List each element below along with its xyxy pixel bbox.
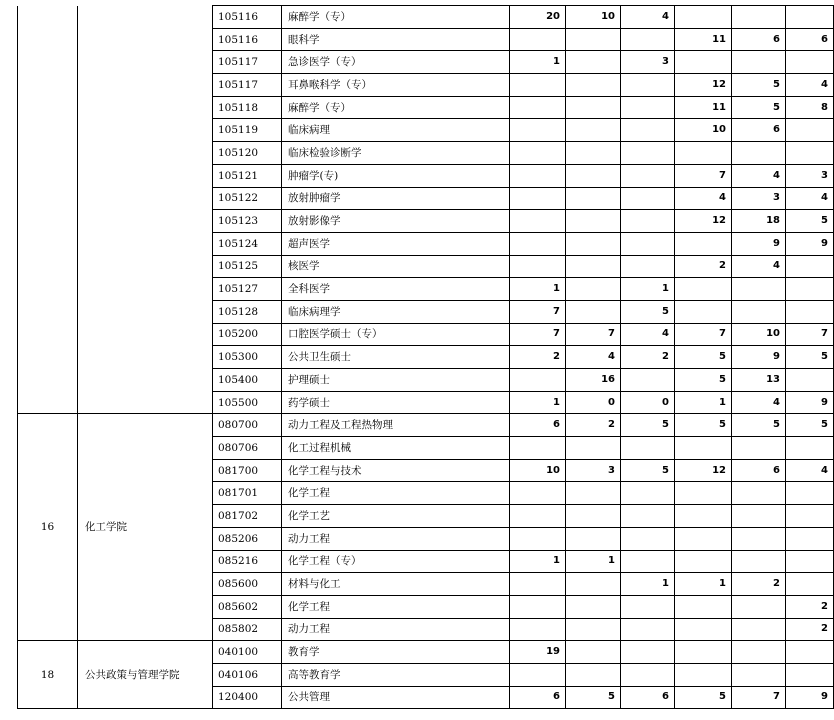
count-cell-2 <box>566 641 621 664</box>
count-cell-2 <box>566 595 621 618</box>
count-cell-2 <box>566 437 621 460</box>
program-code: 105300 <box>213 346 282 369</box>
count-cell-4 <box>675 595 732 618</box>
program-code: 081700 <box>213 459 282 482</box>
program-name: 全科医学 <box>282 278 510 301</box>
count-cell-2 <box>566 573 621 596</box>
program-name: 超声医学 <box>282 232 510 255</box>
count-cell-4: 4 <box>675 187 732 210</box>
count-cell-6 <box>786 505 834 528</box>
count-cell-6: 7 <box>786 323 834 346</box>
count-cell-4: 1 <box>675 573 732 596</box>
count-cell-2: 5 <box>566 686 621 709</box>
count-cell-1 <box>510 187 566 210</box>
count-cell-6: 4 <box>786 187 834 210</box>
count-cell-5 <box>732 550 786 573</box>
count-cell-6 <box>786 482 834 505</box>
program-code: 105116 <box>213 28 282 51</box>
program-code: 040106 <box>213 663 282 686</box>
count-cell-5 <box>732 437 786 460</box>
count-cell-3 <box>621 232 675 255</box>
count-cell-3 <box>621 369 675 392</box>
table-row <box>18 641 834 664</box>
count-cell-1 <box>510 369 566 392</box>
count-cell-4 <box>675 51 732 74</box>
program-code: 105200 <box>213 323 282 346</box>
count-cell-4 <box>675 6 732 29</box>
count-cell-2 <box>566 300 621 323</box>
count-cell-3: 5 <box>621 300 675 323</box>
program-code: 040100 <box>213 641 282 664</box>
count-cell-5: 4 <box>732 391 786 414</box>
count-cell-4 <box>675 550 732 573</box>
table-row <box>18 414 834 437</box>
count-cell-4: 5 <box>675 414 732 437</box>
count-cell-3: 0 <box>621 391 675 414</box>
count-cell-4: 7 <box>675 323 732 346</box>
count-cell-2 <box>566 119 621 142</box>
count-cell-3: 1 <box>621 573 675 596</box>
count-cell-1: 6 <box>510 414 566 437</box>
count-cell-2: 0 <box>566 391 621 414</box>
count-cell-2 <box>566 28 621 51</box>
program-code: 105128 <box>213 300 282 323</box>
count-cell-2 <box>566 505 621 528</box>
program-name: 化学工程（专） <box>282 550 510 573</box>
program-code: 081701 <box>213 482 282 505</box>
program-code: 105123 <box>213 210 282 233</box>
program-name: 肿瘤学(专) <box>282 164 510 187</box>
program-name: 教育学 <box>282 641 510 664</box>
count-cell-6: 3 <box>786 164 834 187</box>
count-cell-6: 5 <box>786 210 834 233</box>
count-cell-6 <box>786 255 834 278</box>
count-cell-2: 1 <box>566 550 621 573</box>
count-cell-1 <box>510 595 566 618</box>
count-cell-6: 4 <box>786 459 834 482</box>
program-name: 药学硕士 <box>282 391 510 414</box>
count-cell-3: 5 <box>621 459 675 482</box>
count-cell-5 <box>732 595 786 618</box>
program-code: 105117 <box>213 74 282 97</box>
program-code: 085802 <box>213 618 282 641</box>
count-cell-3 <box>621 164 675 187</box>
program-code: 105122 <box>213 187 282 210</box>
count-cell-2: 3 <box>566 459 621 482</box>
enrollment-table-page <box>17 5 834 709</box>
program-code: 085216 <box>213 550 282 573</box>
count-cell-6 <box>786 142 834 165</box>
count-cell-2: 10 <box>566 6 621 29</box>
program-code: 105119 <box>213 119 282 142</box>
count-cell-4 <box>675 505 732 528</box>
program-code: 105500 <box>213 391 282 414</box>
count-cell-6: 9 <box>786 232 834 255</box>
count-cell-3: 1 <box>621 278 675 301</box>
group-index <box>18 6 78 414</box>
count-cell-3 <box>621 618 675 641</box>
count-cell-6 <box>786 527 834 550</box>
count-cell-5 <box>732 6 786 29</box>
program-name: 临床病理 <box>282 119 510 142</box>
count-cell-6: 8 <box>786 96 834 119</box>
college-name: 公共政策与管理学院 <box>78 641 213 709</box>
program-code: 105124 <box>213 232 282 255</box>
count-cell-3: 3 <box>621 51 675 74</box>
count-cell-1 <box>510 74 566 97</box>
count-cell-2: 4 <box>566 346 621 369</box>
count-cell-5 <box>732 51 786 74</box>
count-cell-5: 2 <box>732 573 786 596</box>
count-cell-3 <box>621 550 675 573</box>
program-code: 105400 <box>213 369 282 392</box>
count-cell-6 <box>786 573 834 596</box>
count-cell-5: 9 <box>732 232 786 255</box>
count-cell-6: 5 <box>786 414 834 437</box>
program-name: 护理硕士 <box>282 369 510 392</box>
count-cell-4: 1 <box>675 391 732 414</box>
count-cell-2 <box>566 232 621 255</box>
count-cell-6 <box>786 641 834 664</box>
program-name: 急诊医学（专） <box>282 51 510 74</box>
count-cell-1 <box>510 505 566 528</box>
count-cell-2 <box>566 210 621 233</box>
count-cell-5 <box>732 663 786 686</box>
count-cell-2 <box>566 482 621 505</box>
count-cell-3 <box>621 595 675 618</box>
count-cell-1: 6 <box>510 686 566 709</box>
count-cell-5: 5 <box>732 96 786 119</box>
count-cell-2: 7 <box>566 323 621 346</box>
program-name: 高等教育学 <box>282 663 510 686</box>
count-cell-3: 6 <box>621 686 675 709</box>
count-cell-1: 1 <box>510 51 566 74</box>
count-cell-3 <box>621 663 675 686</box>
program-code: 120400 <box>213 686 282 709</box>
count-cell-6 <box>786 550 834 573</box>
college-name: 化工学院 <box>78 414 213 641</box>
count-cell-2 <box>566 74 621 97</box>
count-cell-5 <box>732 278 786 301</box>
count-cell-1: 7 <box>510 300 566 323</box>
count-cell-6 <box>786 300 834 323</box>
program-name: 公共管理 <box>282 686 510 709</box>
program-name: 材料与化工 <box>282 573 510 596</box>
college-name <box>78 6 213 414</box>
count-cell-3 <box>621 187 675 210</box>
count-cell-3 <box>621 482 675 505</box>
count-cell-1: 10 <box>510 459 566 482</box>
count-cell-4: 12 <box>675 459 732 482</box>
count-cell-3 <box>621 437 675 460</box>
count-cell-6: 2 <box>786 595 834 618</box>
count-cell-4 <box>675 663 732 686</box>
count-cell-2 <box>566 164 621 187</box>
program-name: 化工过程机械 <box>282 437 510 460</box>
count-cell-6 <box>786 119 834 142</box>
count-cell-4 <box>675 142 732 165</box>
count-cell-4 <box>675 482 732 505</box>
program-name: 化学工程 <box>282 595 510 618</box>
count-cell-3 <box>621 210 675 233</box>
count-cell-6: 2 <box>786 618 834 641</box>
program-code: 085600 <box>213 573 282 596</box>
count-cell-6: 5 <box>786 346 834 369</box>
count-cell-3 <box>621 142 675 165</box>
count-cell-5: 4 <box>732 255 786 278</box>
count-cell-5 <box>732 505 786 528</box>
count-cell-1 <box>510 28 566 51</box>
program-code: 080706 <box>213 437 282 460</box>
program-code: 080700 <box>213 414 282 437</box>
count-cell-4 <box>675 618 732 641</box>
count-cell-5: 6 <box>732 119 786 142</box>
count-cell-6: 9 <box>786 686 834 709</box>
count-cell-6 <box>786 369 834 392</box>
count-cell-6 <box>786 51 834 74</box>
count-cell-6: 4 <box>786 74 834 97</box>
count-cell-5: 5 <box>732 74 786 97</box>
count-cell-1: 2 <box>510 346 566 369</box>
count-cell-5 <box>732 142 786 165</box>
program-code: 105127 <box>213 278 282 301</box>
count-cell-4: 7 <box>675 164 732 187</box>
count-cell-5: 13 <box>732 369 786 392</box>
program-name: 麻醉学（专） <box>282 6 510 29</box>
count-cell-2 <box>566 255 621 278</box>
count-cell-3 <box>621 527 675 550</box>
count-cell-4: 11 <box>675 28 732 51</box>
count-cell-4 <box>675 641 732 664</box>
count-cell-5: 10 <box>732 323 786 346</box>
program-code: 105125 <box>213 255 282 278</box>
count-cell-6 <box>786 663 834 686</box>
count-cell-1: 1 <box>510 278 566 301</box>
count-cell-3 <box>621 96 675 119</box>
count-cell-1: 1 <box>510 550 566 573</box>
count-cell-2 <box>566 618 621 641</box>
count-cell-1 <box>510 527 566 550</box>
count-cell-3: 2 <box>621 346 675 369</box>
count-cell-5: 3 <box>732 187 786 210</box>
enrollment-table <box>17 5 834 709</box>
count-cell-1: 1 <box>510 391 566 414</box>
count-cell-4: 5 <box>675 686 732 709</box>
count-cell-1 <box>510 482 566 505</box>
count-cell-4 <box>675 437 732 460</box>
count-cell-1 <box>510 255 566 278</box>
count-cell-5 <box>732 527 786 550</box>
table-row <box>18 6 834 29</box>
count-cell-1 <box>510 437 566 460</box>
count-cell-4: 12 <box>675 210 732 233</box>
count-cell-2 <box>566 96 621 119</box>
program-name: 化学工艺 <box>282 505 510 528</box>
program-name: 动力工程及工程热物理 <box>282 414 510 437</box>
count-cell-1: 7 <box>510 323 566 346</box>
program-name: 耳鼻喉科学（专） <box>282 74 510 97</box>
count-cell-5: 5 <box>732 414 786 437</box>
count-cell-5 <box>732 641 786 664</box>
count-cell-5 <box>732 300 786 323</box>
count-cell-1 <box>510 663 566 686</box>
count-cell-4 <box>675 232 732 255</box>
count-cell-3 <box>621 74 675 97</box>
program-name: 眼科学 <box>282 28 510 51</box>
program-code: 085206 <box>213 527 282 550</box>
count-cell-1 <box>510 119 566 142</box>
program-name: 公共卫生硕士 <box>282 346 510 369</box>
count-cell-4 <box>675 278 732 301</box>
count-cell-1 <box>510 618 566 641</box>
program-name: 动力工程 <box>282 618 510 641</box>
count-cell-1 <box>510 232 566 255</box>
count-cell-5: 18 <box>732 210 786 233</box>
count-cell-5: 6 <box>732 28 786 51</box>
count-cell-2 <box>566 187 621 210</box>
count-cell-6 <box>786 437 834 460</box>
count-cell-4: 10 <box>675 119 732 142</box>
count-cell-4: 5 <box>675 369 732 392</box>
program-name: 临床病理学 <box>282 300 510 323</box>
group-index: 18 <box>18 641 78 709</box>
program-code: 105116 <box>213 6 282 29</box>
count-cell-6: 6 <box>786 28 834 51</box>
count-cell-2 <box>566 142 621 165</box>
count-cell-4 <box>675 527 732 550</box>
count-cell-6 <box>786 6 834 29</box>
program-name: 核医学 <box>282 255 510 278</box>
program-name: 临床检验诊断学 <box>282 142 510 165</box>
count-cell-5: 4 <box>732 164 786 187</box>
count-cell-4: 2 <box>675 255 732 278</box>
count-cell-1 <box>510 142 566 165</box>
count-cell-4 <box>675 300 732 323</box>
count-cell-2: 2 <box>566 414 621 437</box>
count-cell-3 <box>621 641 675 664</box>
count-cell-3: 4 <box>621 323 675 346</box>
program-code: 105118 <box>213 96 282 119</box>
count-cell-1 <box>510 210 566 233</box>
count-cell-2: 16 <box>566 369 621 392</box>
count-cell-3: 4 <box>621 6 675 29</box>
program-name: 麻醉学（专） <box>282 96 510 119</box>
count-cell-6: 9 <box>786 391 834 414</box>
count-cell-5 <box>732 618 786 641</box>
program-name: 放射肿瘤学 <box>282 187 510 210</box>
count-cell-1: 19 <box>510 641 566 664</box>
count-cell-2 <box>566 51 621 74</box>
program-name: 动力工程 <box>282 527 510 550</box>
count-cell-3: 5 <box>621 414 675 437</box>
count-cell-1 <box>510 164 566 187</box>
program-code: 105121 <box>213 164 282 187</box>
program-name: 放射影像学 <box>282 210 510 233</box>
count-cell-4: 12 <box>675 74 732 97</box>
count-cell-5: 7 <box>732 686 786 709</box>
program-name: 化学工程与技术 <box>282 459 510 482</box>
group-index: 16 <box>18 414 78 641</box>
count-cell-2 <box>566 527 621 550</box>
program-name: 化学工程 <box>282 482 510 505</box>
count-cell-1 <box>510 573 566 596</box>
program-code: 105120 <box>213 142 282 165</box>
count-cell-3 <box>621 119 675 142</box>
count-cell-5: 6 <box>732 459 786 482</box>
count-cell-6 <box>786 278 834 301</box>
count-cell-1 <box>510 96 566 119</box>
count-cell-1: 20 <box>510 6 566 29</box>
count-cell-3 <box>621 505 675 528</box>
count-cell-2 <box>566 663 621 686</box>
program-code: 081702 <box>213 505 282 528</box>
count-cell-5 <box>732 482 786 505</box>
count-cell-3 <box>621 255 675 278</box>
program-code: 085602 <box>213 595 282 618</box>
count-cell-5: 9 <box>732 346 786 369</box>
count-cell-4: 11 <box>675 96 732 119</box>
count-cell-4: 5 <box>675 346 732 369</box>
count-cell-2 <box>566 278 621 301</box>
program-code: 105117 <box>213 51 282 74</box>
program-name: 口腔医学硕士（专） <box>282 323 510 346</box>
count-cell-3 <box>621 28 675 51</box>
